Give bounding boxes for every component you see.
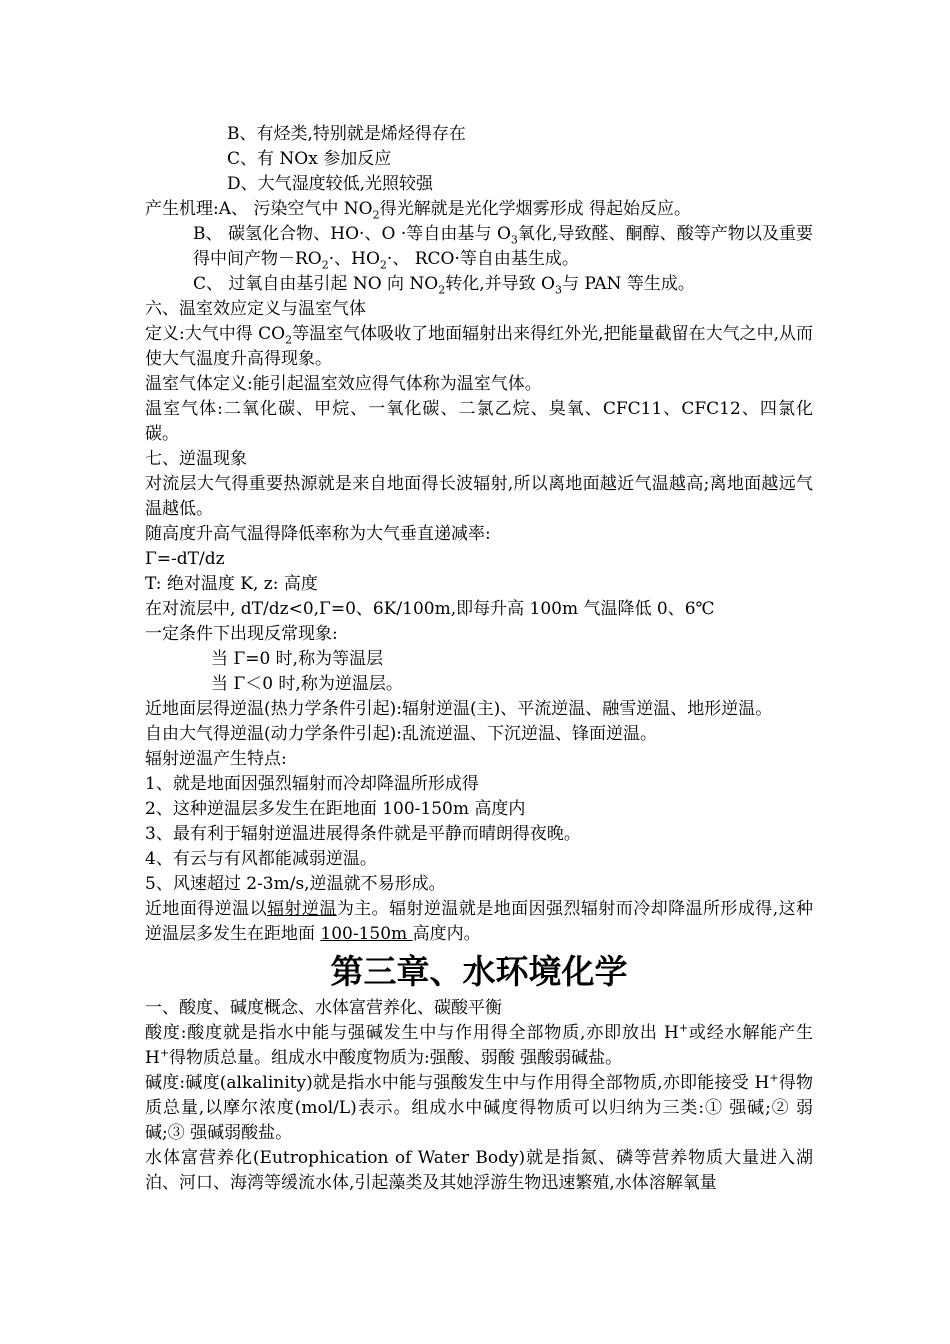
list-item: 当 Γ=0 时,称为等温层 (211, 649, 384, 669)
paragraph: 温室气体定义:能引起温室效应得气体称为温室气体。 (145, 374, 542, 394)
list-item: B、有烃类,特别就是烯烃得存在 (227, 124, 466, 144)
list-item: 4、有云与有风都能减弱逆温。 (145, 849, 377, 869)
paragraph: 辐射逆温产生特点: (145, 749, 287, 769)
paragraph: B、 碳氢化合物、HO·、O ·等自由基与 $O_3$氧化,导致醛、酮醇、酸等产物以及重要得中间产物$-RO_2\cdot$、$HO_2\cdot$、 RCO·等自由基生成。 (193, 224, 813, 272)
list-item: C、有 NOx 参加反应 (227, 149, 392, 169)
paragraph: 定义:大气中得 $CO_2$等温室气体吸收了地面辐射出来得红外光,把能量截留在大气之中,从而使大气温度升高得现象。 (145, 324, 814, 369)
paragraph: T: 绝对温度 K, z: 高度 (145, 574, 318, 594)
formula: Γ=-dT/dz (145, 549, 225, 569)
paragraph: 对流层大气得重要热源就是来自地面得长波辐射,所以离地面越近气温越高;离地面越远气温越低。 (145, 474, 813, 519)
list-item: 2、这种逆温层多发生在距地面 100-150m 高度内 (145, 799, 526, 819)
paragraph: 产生机理:A、 污染空气中 $NO_2$得光解就是光化学烟雾形成 得起始反应。 (145, 199, 692, 222)
paragraph: 温室气体:二氧化碳、甲烷、一氧化碳、二氯乙烷、臭氧、CFC11、CFC12、四氯化碳。 (145, 399, 813, 444)
chapter-title: 第三章、水环境化学 (330, 952, 628, 991)
section-heading: 一、酸度、碱度概念、水体富营养化、碳酸平衡 (145, 998, 502, 1018)
paragraph: 随高度升高气温得降低率称为大气垂直递减率: (145, 524, 491, 544)
paragraph: 水体富营养化(Eutrophication of Water Body)就是指氮、磷等营养物质大量进入湖泊、河口、海湾等缓流水体,引起藻类及其她浮游生物迅速繁殖,水体溶解氧量 (145, 1148, 813, 1193)
paragraph: 碱度:碱度(alkalinity)就是指水中能与强酸发生中与作用得全部物质,亦即能接受 H+得物质总量,以摩尔浓度(mol/L)表示。组成水中碱度得物质可以归纳为三类:① 强碱;② 弱碱;③ 强碱弱酸盐。 (145, 1071, 814, 1143)
paragraph: 自由大气得逆温(动力学条件引起):乱流逆温、下沉逆温、锋面逆温。 (145, 724, 657, 744)
section-heading: 六、温室效应定义与温室气体 (145, 299, 366, 319)
paragraph: C、 过氧自由基引起 NO 向 $NO_2$转化,并导致 $O_3$与 PAN 等生成。 (193, 274, 695, 297)
document-body (145, 122, 813, 1196)
paragraph: 一定条件下出现反常现象: (145, 624, 338, 644)
paragraph: 近地面层得逆温(热力学条件引起):辐射逆温(主)、平流逆温、融雪逆温、地形逆温。 (145, 699, 773, 719)
list-item: 1、就是地面因强烈辐射而冷却降温所形成得 (145, 774, 479, 794)
paragraph: 近地面得逆温以辐射逆温为主。辐射逆温就是地面因强烈辐射而冷却降温所形成得,这种逆温层多发生在距地面 100-150m 高度内。 (145, 899, 814, 944)
list-item: D、大气湿度较低,光照较强 (227, 174, 434, 194)
list-item: 3、最有利于辐射逆温进展得条件就是平静而晴朗得夜晚。 (145, 824, 581, 844)
list-item: 当 Γ＜0 时,称为逆温层。 (211, 674, 403, 694)
paragraph: 酸度:酸度就是指水中能与强碱发生中与作用得全部物质,亦即放出 H+或经水解能产生 H+得物质总量。组成水中酸度物质为:强酸、弱酸 强酸弱碱盐。 (145, 1021, 814, 1068)
paragraph: 在对流层中, dT/dz<0,Γ=0、6K/100m,即每升高 100m 气温降低 0、6℃ (145, 599, 715, 619)
list-item: 5、风速超过 2-3m/s,逆温就不易形成。 (145, 874, 446, 894)
section-heading: 七、逆温现象 (145, 449, 247, 469)
